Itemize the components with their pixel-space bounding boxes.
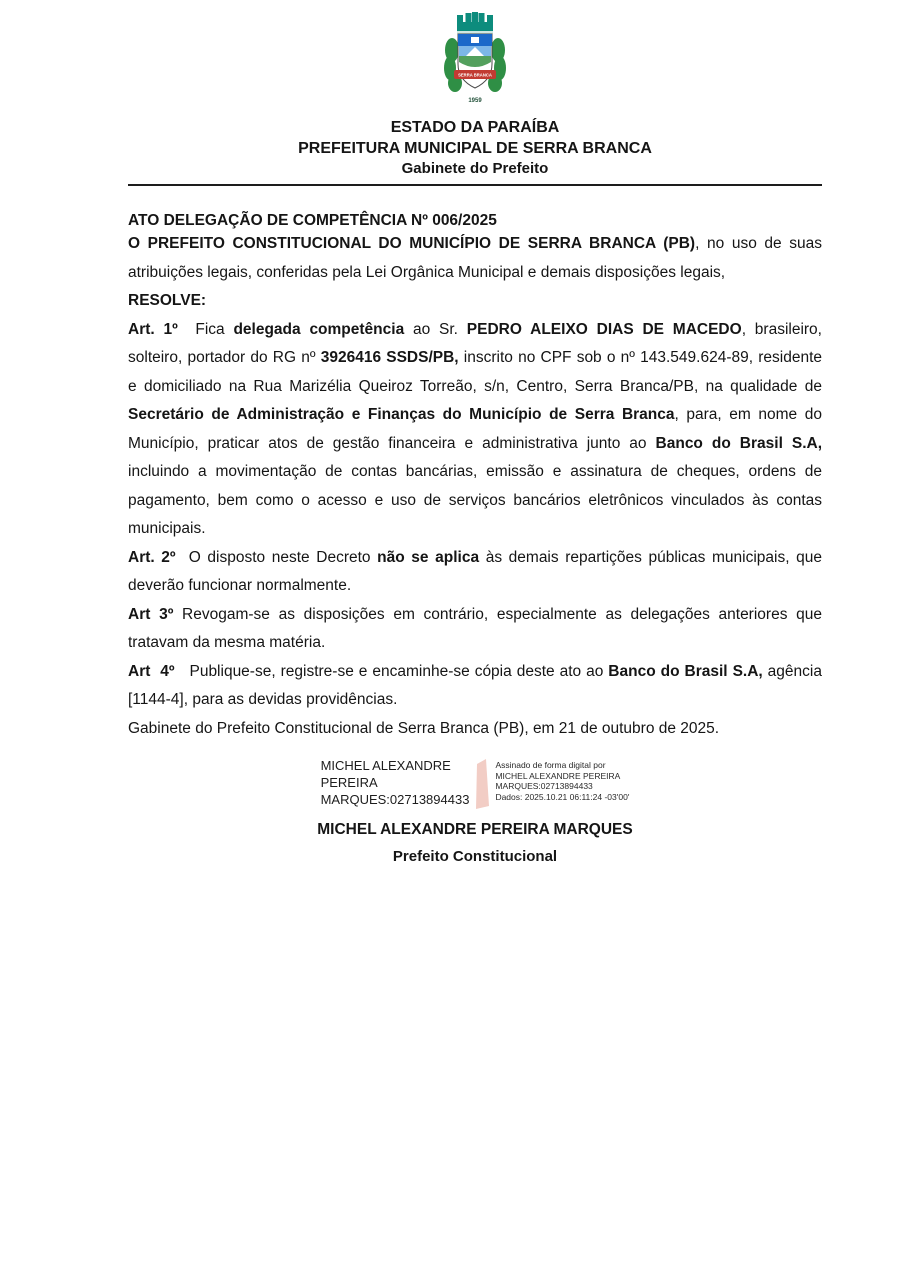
stamp-details-line: Dados: 2025.10.21 06:11:24 -03'00': [495, 791, 630, 802]
signer-title: Prefeito Constitucional: [392, 848, 558, 865]
letterhead-municipality: PREFEITURA MUNICIPAL DE SERRA BRANCA: [298, 140, 652, 157]
letterhead-divider: [128, 184, 822, 186]
signature-stamp-details: [495, 757, 629, 802]
article-4-paragraph: Art 4º Publique-se, registre-se e encaminhe-se cópia deste ato ao Banco do Brasil S.A, agência [1144-4], para as devidas providências.: [128, 662, 822, 708]
stamp-details-line: MICHEL ALEXANDRE PEREIRA: [495, 770, 621, 781]
signature-stamp-name: [321, 757, 470, 808]
stamp-name-line: MICHEL ALEXANDRE: [320, 758, 451, 773]
signature-ribbon-icon: [474, 759, 490, 811]
article-2-paragraph: Art. 2º O disposto neste Decreto não se aplica às demais repartições públicas municipais, que deverão funcionar normalmente.: [128, 548, 822, 594]
digital-signature-stamp[interactable]: [128, 757, 822, 811]
document-title: ATO DELEGAÇÃO DE COMPETÊNCIA Nº 006/2025: [128, 212, 497, 229]
dateline-paragraph: Gabinete do Prefeito Constitucional de Serra Branca (PB), em 21 de outubro de 2025.: [128, 719, 720, 737]
letterhead: [128, 12, 822, 179]
resolve-heading: RESOLVE:: [128, 292, 207, 309]
letterhead-state: ESTADO DA PARAÍBA: [390, 119, 560, 136]
stamp-details-line: MARQUES:02713894433: [495, 781, 593, 791]
crest-banner-text: SERRA BRANCA: [458, 72, 492, 78]
article-1-paragraph: Art. 1º Fica delegada competência ao Sr. PEDRO ALEIXO DIAS DE MACEDO, brasileiro, solteiro, portador do RG nº 3926416 SSDS/PB, inscrito no CPF sob o nº 143.549.624-89, residente e domiciliado na Rua Marizélia Queiroz Torreão, s/n, Centro, Serra Branca/PB, na qualidade de Secretário de Administração e Finanças do Município de Serra Branca, para, em nome do Município, praticar atos de gestão financeira e administrativa junto ao Banco do Brasil S.A, incluindo a movimentação de contas bancárias, emissão e assinatura de cheques, ordens de pagamento, bem como o acesso e uso de serviços bancários eletrônicos vinculados às contas municipais.: [128, 320, 823, 537]
crest-year-text: 1959: [468, 98, 482, 104]
stamp-details-line: Assinado de forma digital por: [495, 760, 606, 770]
coat-of-arms-icon: [444, 12, 506, 106]
letterhead-office: Gabinete do Prefeito: [401, 160, 549, 177]
stamp-name-line: PEREIRA: [320, 775, 378, 790]
preamble-paragraph: O PREFEITO CONSTITUCIONAL DO MUNICÍPIO DE SERRA BRANCA (PB), no uso de suas atribuições legais, conferidas pela Lei Orgânica Municipal e demais disposições legais,: [128, 235, 822, 281]
signer-name: MICHEL ALEXANDRE PEREIRA MARQUES: [317, 821, 633, 838]
stamp-name-line: MARQUES:02713894433: [320, 792, 470, 807]
article-3-paragraph: Art 3º Revogam-se as disposições em contrário, especialmente as delegações anteriores que tratavam da mesma matéria.: [128, 605, 822, 651]
